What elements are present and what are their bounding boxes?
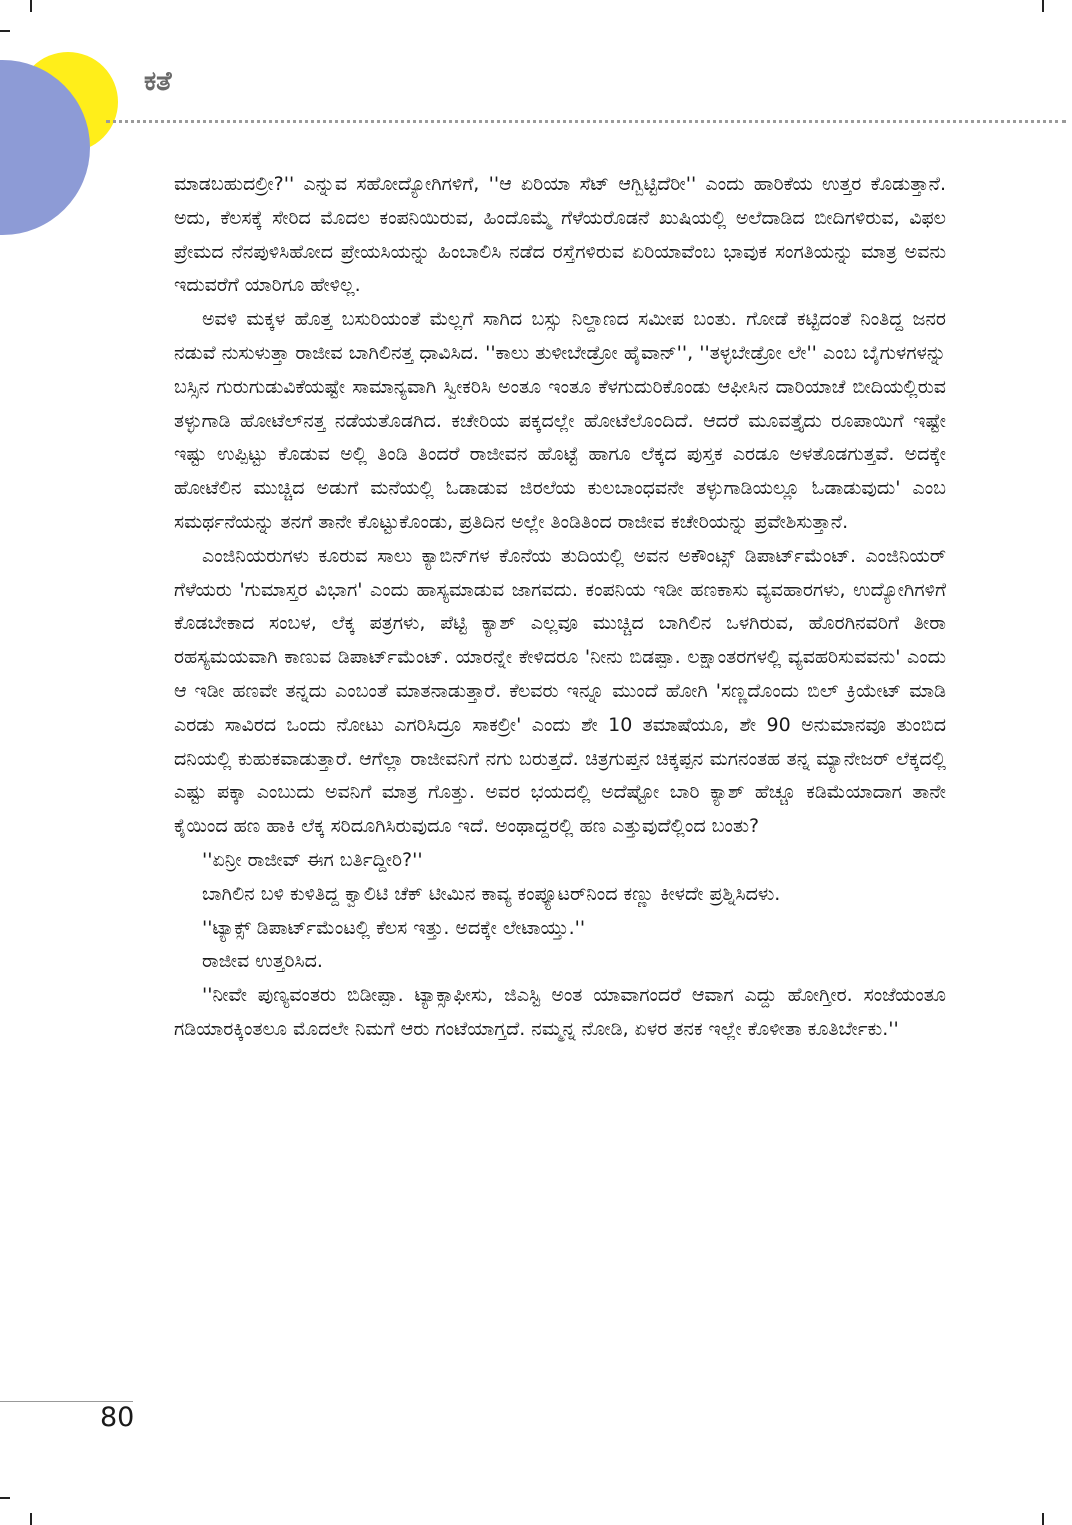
paragraph: ಎಂಜಿನಿಯರುಗಳು ಕೂರುವ ಸಾಲು ಕ್ಯಾಬಿನ್‌ಗಳ ಕೊನೆಯ ತುದಿಯಲ್ಲಿ ಅವನ ಅಕೌಂಟ್ಸ್ ಡಿಪಾರ್ಟ್‌ಮೆಂಟ್. ಎಂಜಿನಿಯರ್ ಗೆಳೆಯರು 'ಗುಮಾಸ್ತರ ವಿಭಾಗ' ಎಂದು ಹಾಸ್ಯಮಾಡುವ ಜಾಗವದು. ಕಂಪನಿಯ ಇಡೀ ಹಣಕಾಸು ವ್ಯವಹಾರಗಳು, ಉದ್ಯೋಗಿಗಳಿಗೆ ಕೊಡಬೇಕಾದ ಸಂಬಳ, ಲೆಕ್ಕ ಪತ್ರಗಳು, ಪೆಟ್ಟಿ ಕ್ಯಾಶ್ ಎಲ್ಲವೂ ಮುಚ್ಚಿದ ಬಾಗಿಲಿನ ಒಳಗಿರುವ, ಹೊರಗಿನವರಿಗೆ ತೀರಾ ರಹಸ್ಯಮಯವಾಗಿ ಕಾಣುವ ಡಿಪಾರ್ಟ್‌ಮೆಂಟ್. ಯಾರನ್ನೇ ಕೇಳಿದರೂ 'ನೀನು ಬಿಡಪ್ಪಾ. ಲಕ್ಷಾಂತರಗಳಲ್ಲಿ ವ್ಯವಹರಿಸುವವನು' ಎಂದು ಆ ಇಡೀ ಹಣವೇ ತನ್ನದು ಎಂಬಂತೆ ಮಾತನಾಡುತ್ತಾರೆ. ಕೆಲವರು ಇನ್ನೂ ಮುಂದೆ ಹೋಗಿ 'ಸಣ್ಣದೊಂದು ಬಿಲ್ ಕ್ರಿಯೇಟ್ ಮಾಡಿ ಎರಡು ಸಾವಿರದ ಒಂದು ನೋಟು ಎಗರಿಸಿದ್ರೂ ಸಾಕಲ್ರೀ' ಎಂದು ಶೇ 10 ತಮಾಷೆಯೂ, ಶೇ 90 ಅನುಮಾನವೂ ತುಂಬಿದ ದನಿಯಲ್ಲಿ ಕುಹುಕವಾಡುತ್ತಾರೆ. ಆಗೆಲ್ಲಾ ರಾಜೀವನಿಗೆ ನಗು ಬರುತ್ತದೆ. ಚಿತ್ರಗುಪ್ತನ ಚಿಕ್ಕಪ್ಪನ ಮಗನಂತಹ ತನ್ನ ಮ್ಯಾನೇಜರ್ ಲೆಕ್ಕದಲ್ಲಿ ಎಷ್ಟು ಪಕ್ಕಾ ಎಂಬುದು ಅವನಿಗೆ ಮಾತ್ರ ಗೊತ್ತು. ಅವರ ಭಯದಲ್ಲಿ ಅದೆಷ್ಟೋ ಬಾರಿ ಕ್ಯಾಶ್ ಹೆಚ್ಚೂ ಕಡಿಮೆಯಾದಾಗ ತಾನೇ ಕೈಯಿಂದ ಹಣ ಹಾಕಿ ಲೆಕ್ಕ ಸರಿದೂಗಿಸಿರುವುದೂ ಇದೆ. ಅಂಥಾದ್ದರಲ್ಲಿ ಹಣ ಎತ್ತುವುದೆಲ್ಲಿಂದ ಬಂತು?	[174, 544, 946, 838]
crop-mark-top-right	[1042, 0, 1044, 12]
crop-mark-top-left	[30, 0, 32, 12]
paragraph: ''ಟ್ಯಾಕ್ಸ್ ಡಿಪಾರ್ಟ್‌ಮೆಂಟಲ್ಲಿ ಕೆಲಸ ಇತ್ತು. ಅದಕ್ಕೇ ಲೇಟಾಯ್ತು.''	[202, 916, 586, 939]
header-dotted-rule	[106, 120, 1066, 123]
story-body	[174, 168, 946, 1047]
page-number: 80	[100, 1402, 135, 1433]
paragraph: ''ನೀವೇ ಪುಣ್ಯವಂತರು ಬಿಡೀಪ್ಪಾ. ಟ್ಯಾಕ್ಸಾಫೀಸು, ಜಿಎಸ್ಟಿ ಅಂತ ಯಾವಾಗಂದರೆ ಆವಾಗ ಎದ್ದು ಹೋಗ್ತೀರ. ಸಂಜೆಯಂತೂ ಗಡಿಯಾರಕ್ಕಿಂತಲೂ ಮೊದಲೇ ನಿಮಗೆ ಆರು ಗಂಟೆಯಾಗ್ತದೆ. ನಮ್ಮನ್ನ ನೋಡಿ, ಏಳರ ತನಕ ಇಲ್ಲೇ ಕೊಳೀತಾ ಕೂತಿರ್ಬೇಕು.''	[174, 984, 946, 1040]
paragraph: ಅವಳಿ ಮಕ್ಕಳ ಹೊತ್ತ ಬಸುರಿಯಂತೆ ಮೆಲ್ಲಗೆ ಸಾಗಿದ ಬಸ್ಸು ನಿಲ್ದಾಣದ ಸಮೀಪ ಬಂತು. ಗೋಡೆ ಕಟ್ಟಿದಂತೆ ನಿಂತಿದ್ದ ಜನರ ನಡುವೆ ನುಸುಳುತ್ತಾ ರಾಜೀವ ಬಾಗಿಲಿನತ್ತ ಧಾವಿಸಿದ. ''ಕಾಲು ತುಳೀಬೇಡ್ರೋ ಹೈವಾನ್'', ''ತಳ್ಳಬೇಡ್ರೋ ಲೇ'' ಎಂಬ ಬೈಗುಳಗಳನ್ನು ಬಸ್ಸಿನ ಗುರುಗುಡುವಿಕೆಯಷ್ಟೇ ಸಾಮಾನ್ಯವಾಗಿ ಸ್ವೀಕರಿಸಿ ಅಂತೂ ಇಂತೂ ಕೆಳಗುದುರಿಕೊಂಡು ಆಫೀಸಿನ ದಾರಿಯಾಚೆ ಬೀದಿಯಲ್ಲಿರುವ ತಳ್ಳುಗಾಡಿ ಹೋಟೆಲ್‌ನತ್ತ ನಡೆಯತೊಡಗಿದ. ಕಚೇರಿಯ ಪಕ್ಕದಲ್ಲೇ ಹೋಟೆಲೊಂದಿದೆ. ಆದರೆ ಮೂವತ್ತೈದು ರೂಪಾಯಿಗೆ ಇಷ್ಟೇ ಇಷ್ಟು ಉಪ್ಪಿಟ್ಟು ಕೊಡುವ ಅಲ್ಲಿ ತಿಂಡಿ ತಿಂದರೆ ರಾಜೀವನ ಹೊಟ್ಟೆ ಹಾಗೂ ಲೆಕ್ಕದ ಪುಸ್ತಕ ಎರಡೂ ಅಳತೊಡಗುತ್ತವೆ. ಅದಕ್ಕೇ ಹೋಟೆಲಿನ ಮುಚ್ಚಿದ ಅಡುಗೆ ಮನೆಯಲ್ಲಿ ಓಡಾಡುವ ಜಿರಲೆಯ ಕುಲಬಾಂಧವನೇ ತಳ್ಳುಗಾಡಿಯಲ್ಲೂ ಓಡಾಡುವುದು' ಎಂಬ ಸಮರ್ಥನೆಯನ್ನು ತನಗೆ ತಾನೇ ಕೊಟ್ಟುಕೊಂಡು, ಪ್ರತಿದಿನ ಅಲ್ಲೇ ತಿಂಡಿತಿಂದ ರಾಜೀವ ಕಚೇರಿಯನ್ನು ಪ್ರವೇಶಿಸುತ್ತಾನೆ.	[174, 308, 946, 533]
paragraph: ಮಾಡಬಹುದಲ್ರೀ?'' ಎನ್ನುವ ಸಹೋದ್ಯೋಗಿಗಳಿಗೆ, ''ಆ ಏರಿಯಾ ಸೆಟ್ ಆಗ್ಬಿಟ್ಟಿದೆರೀ'' ಎಂದು ಹಾರಿಕೆಯ ಉತ್ತರ ಕೊಡುತ್ತಾನೆ. ಅದು, ಕೆಲಸಕ್ಕೆ ಸೇರಿದ ಮೊದಲ ಕಂಪನಿಯಿರುವ, ಹಿಂದೊಮ್ಮೆ ಗೆಳೆಯರೊಡನೆ ಖುಷಿಯಲ್ಲಿ ಅಲೆದಾಡಿದ ಬೀದಿಗಳಿರುವ, ವಿಫಲ ಪ್ರೇಮದ ನೆನಪುಳಿಸಿಹೋದ ಪ್ರೇಯಸಿಯನ್ನು ಹಿಂಬಾಲಿಸಿ ನಡೆದ ರಸ್ತೆಗಳಿರುವ ಏರಿಯಾವೆಂಬ ಭಾವುಕ ಸಂಗತಿಯನ್ನು ಮಾತ್ರ ಅವನು ಇದುವರೆಗೆ ಯಾರಿಗೂ ಹೇಳಿಲ್ಲ.	[174, 173, 946, 297]
crop-mark-bottom-left-side	[0, 1497, 10, 1499]
paragraph: ''ಏನ್ರೀ ರಾಜೀವ್ ಈಗ ಬರ್ತಿದ್ದೀರಿ?''	[202, 848, 423, 871]
crop-mark-bottom-right	[1042, 1513, 1044, 1525]
section-title: ಕತೆ	[144, 66, 172, 97]
paragraph: ರಾಜೀವ ಉತ್ತರಿಸಿದ.	[202, 950, 323, 973]
crop-mark-bottom-left	[30, 1513, 32, 1525]
paragraph: ಬಾಗಿಲಿನ ಬಳಿ ಕುಳಿತಿದ್ದ ಕ್ವಾಲಿಟಿ ಚೆಕ್ ಟೀಮಿನ ಕಾವ್ಯ ಕಂಪ್ಯೂಟರ್‌ನಿಂದ ಕಣ್ಣು ಕೀಳದೇ ಪ್ರಶ್ನಿಸಿದಳು.	[202, 882, 781, 905]
crop-mark-top-left-side	[0, 30, 10, 32]
